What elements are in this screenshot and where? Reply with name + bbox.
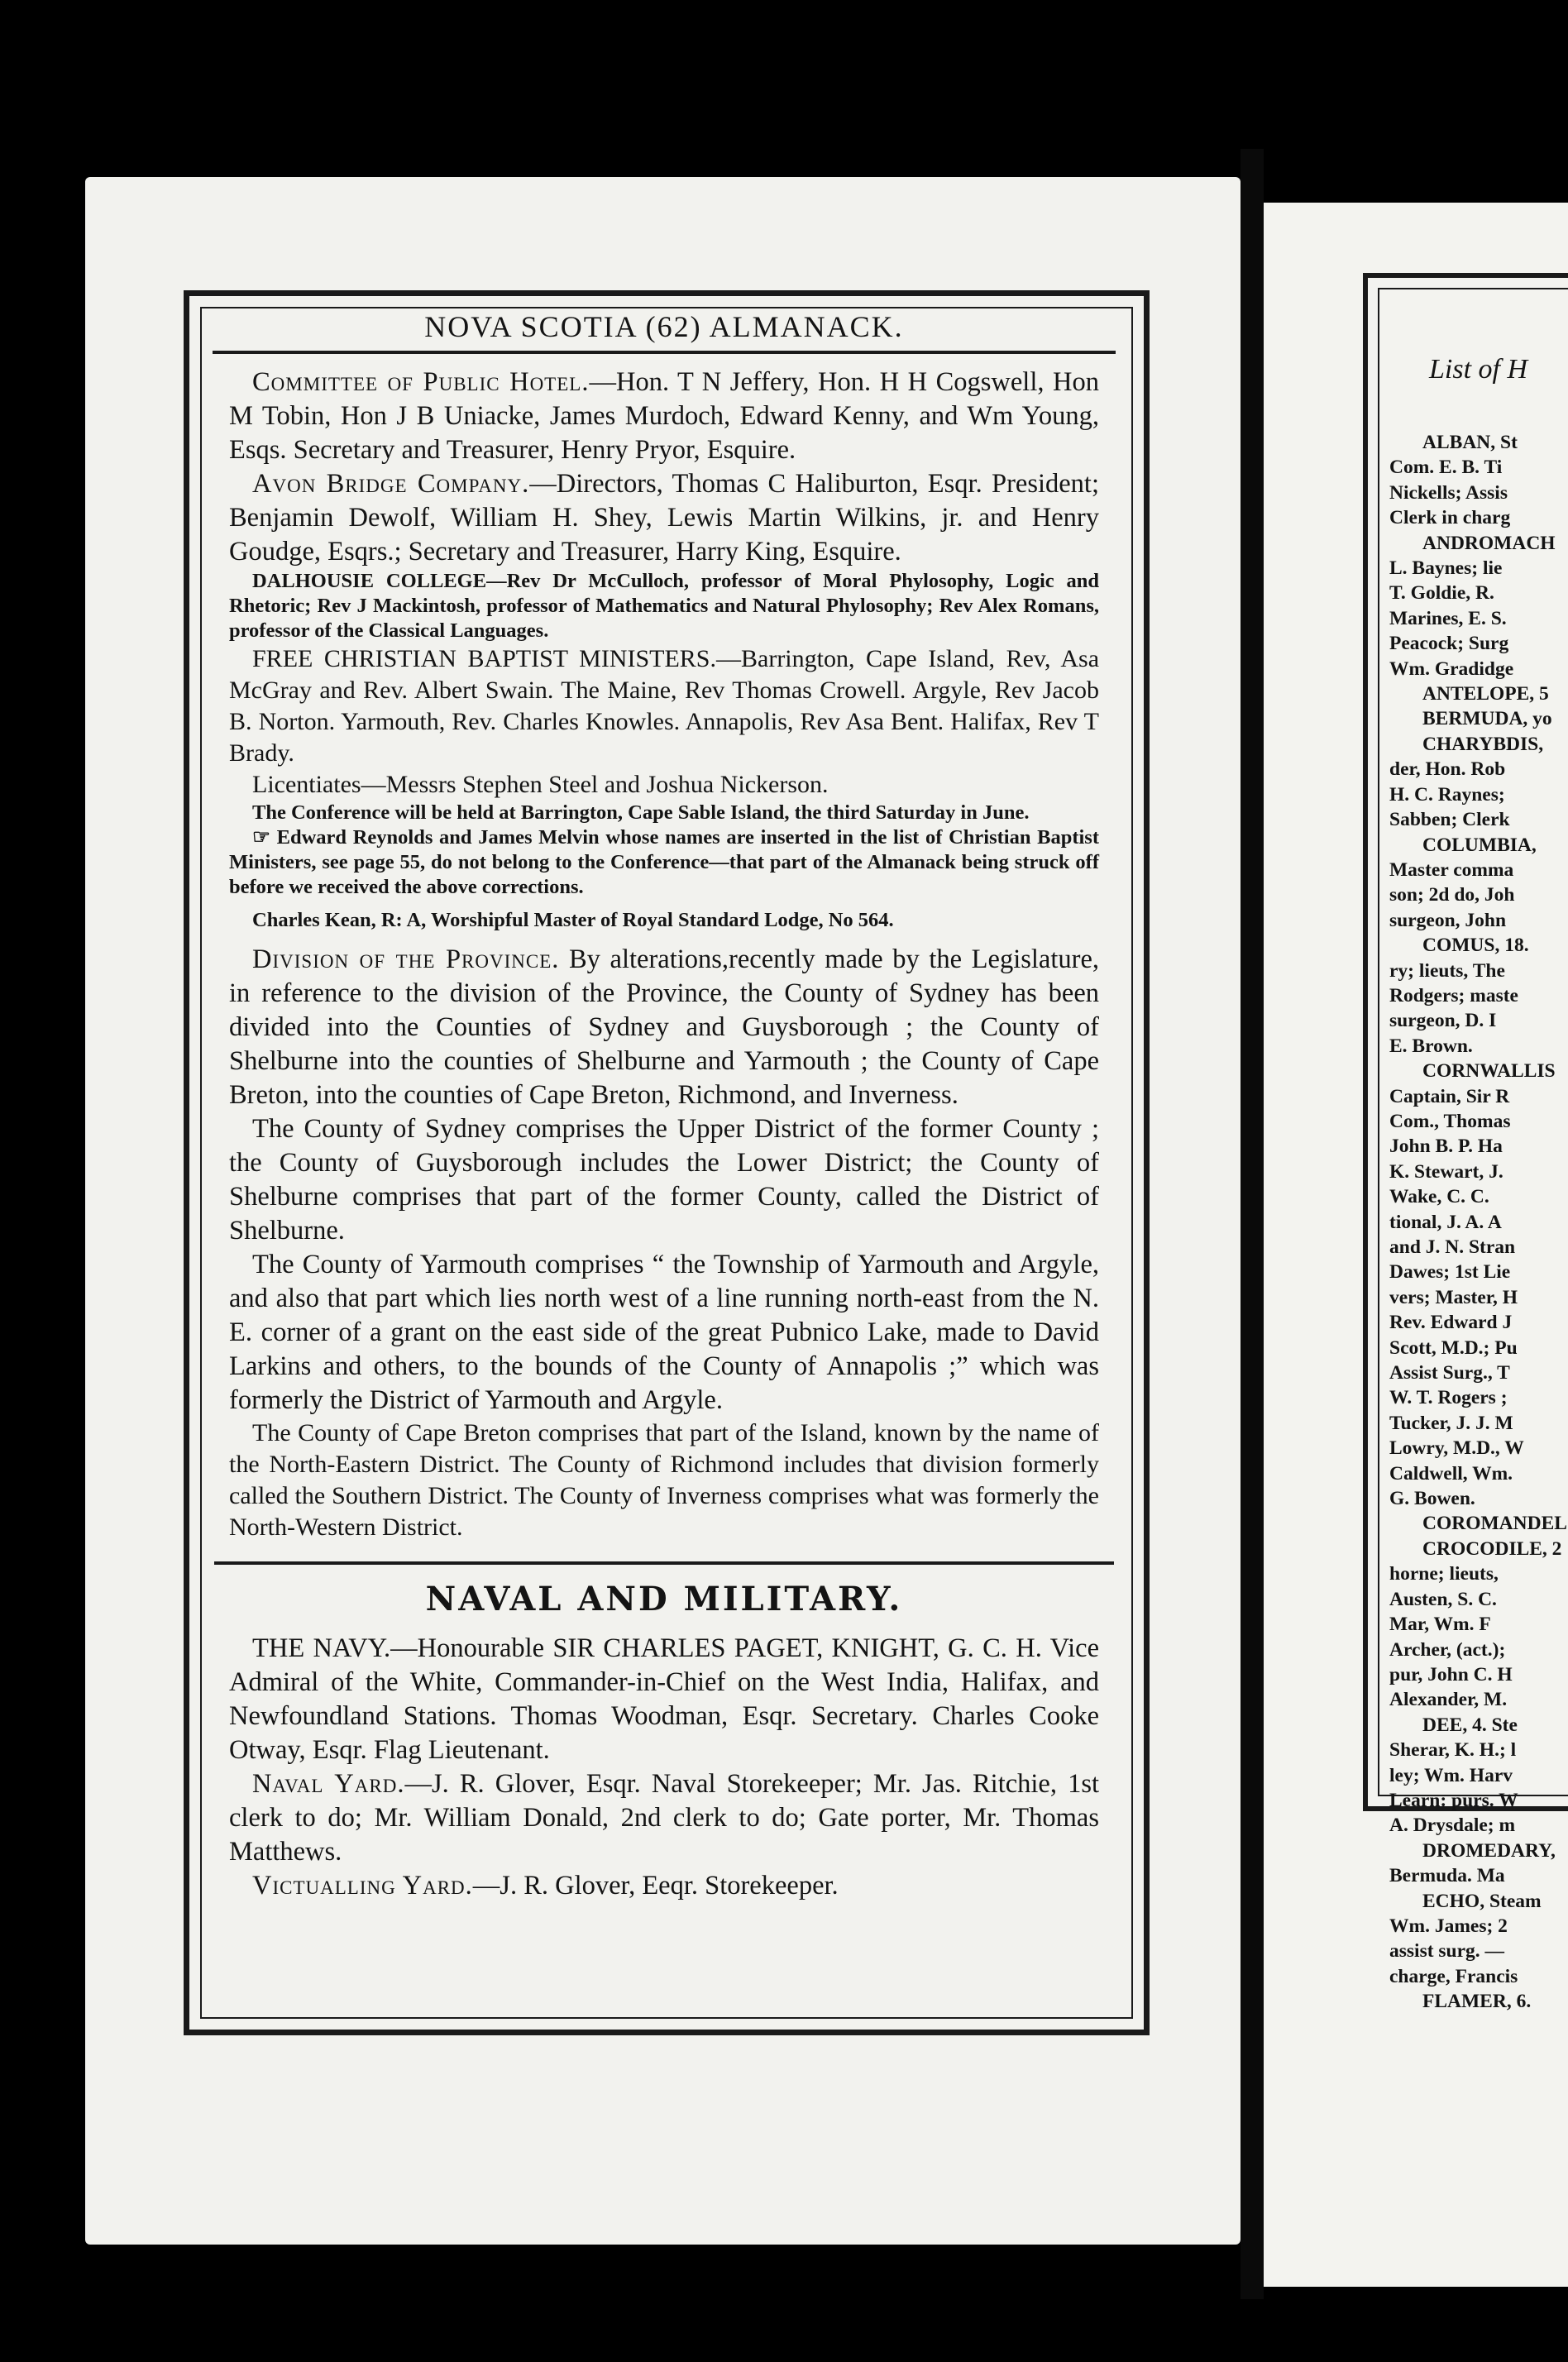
right-page-line: charge, Francis	[1389, 1965, 1518, 1987]
paragraph-text: The County of Sydney comprises the Upper District of the former County ; the County of Guysborough includes the Lower District; the County of Shelburne comprises that part of the former County, called the District of Shelburne.	[229, 1114, 1099, 1246]
paragraph	[229, 825, 1099, 900]
right-page-line: Sabben; Clerk	[1389, 809, 1510, 831]
right-page-line: FLAMER, 6.	[1422, 1991, 1532, 2013]
naval-lead: THE NAVY.	[252, 1633, 391, 1663]
right-page-line: Dawes; 1st Lie	[1389, 1261, 1511, 1284]
right-page-line: tional, J. A. A	[1389, 1211, 1502, 1233]
right-page-line: L. Baynes; lie	[1389, 557, 1503, 580]
right-page-line: son; 2d do, Joh	[1389, 884, 1515, 906]
right-page-line: E. Brown.	[1389, 1035, 1473, 1057]
right-page-line: A. Drysdale; m	[1389, 1815, 1516, 1837]
right-page-line: ANTELOPE, 5	[1422, 683, 1549, 705]
naval-paragraph	[229, 1632, 1099, 1767]
right-page-line: CORNWALLIS	[1422, 1060, 1556, 1083]
paragraph-text: The County of Yarmouth comprises “ the Township of Yarmouth and Argyle, and also that part which lies north west of a line running north-east from the N. E. corner of a grant on the east side of the great Pubnico Lake, made to David Larkins and others, to the bounds of the County of Annapolis ;” which was formerly the District of Yarmouth and Argyle.	[229, 1250, 1099, 1415]
paragraph	[229, 366, 1099, 467]
right-page-line: surgeon, John	[1389, 909, 1507, 931]
right-page-line: ECHO, Steam	[1422, 1890, 1542, 1912]
naval-text: —J. R. Glover, Eeqr. Storekeeper.	[472, 1871, 839, 1901]
paragraph	[229, 1112, 1099, 1248]
paragraph	[229, 769, 1099, 801]
paragraph-lead: FREE CHRISTIAN BAPTIST MINISTERS.	[252, 645, 716, 672]
right-page-line: Clerk in charg	[1389, 507, 1511, 529]
paragraph-list	[229, 366, 1099, 1543]
right-page-line: ley; Wm. Harv	[1389, 1764, 1513, 1786]
paragraph	[229, 908, 1099, 933]
right-page-line: assist surg. —	[1389, 1940, 1505, 1963]
paragraph	[229, 569, 1099, 643]
naval-text: —J. R. Glover, Esqr. Naval Storekeeper; Mr. Jas. Ritchie, 1st clerk to do; Mr. William Donald, 2nd clerk to do; Gate porter, Mr. Thomas Matthews.	[229, 1769, 1099, 1867]
paragraph-text: Licentiates—Messrs Stephen Steel and Joshua Nickerson.	[252, 771, 829, 798]
naval-lead: Victualling Yard.	[252, 1871, 473, 1901]
paragraph-lead: DALHOUSIE COLLEGE	[252, 570, 487, 592]
paragraph-text: Edward Reynolds and James Melvin whose names are inserted in the list of Christian Baptist Ministers, see page 55, do not belong to the Conference—that part of the Almanack being struck off before we received the above corrections.	[229, 826, 1099, 898]
right-page-line: horne; lieuts,	[1389, 1563, 1499, 1585]
paragraph	[229, 643, 1099, 769]
right-page-line: and J. N. Stran	[1389, 1236, 1516, 1258]
right-page-line: Rodgers; maste	[1389, 984, 1518, 1006]
right-page-line: Assist Surg., T	[1389, 1362, 1510, 1384]
left-page-frame	[184, 290, 1150, 2035]
book-spine	[1241, 149, 1264, 2299]
right-page-line: DROMEDARY,	[1422, 1839, 1556, 1862]
paragraph-text: —Hon. T N Jeffery, Hon. H H Cogswell, Hon M Tobin, Hon J B Uniacke, James Murdoch, Edward Kenny, and Wm Young, Esqs. Secretary and Treasurer, Henry Pryor, Esquire.	[229, 367, 1099, 465]
paragraph-text: —Directors, Thomas C Haliburton, Esqr. President; Benjamin Dewolf, William H. Shey, Lewis Martin Wilkins, jr. and Henry Goudge, Esqrs.; Secretary and Treasurer, Harry King, Esquire.	[229, 469, 1099, 567]
right-page-line: Learn: purs. W	[1389, 1789, 1518, 1811]
naval-lead: Naval Yard.	[252, 1769, 405, 1799]
right-page-line: ry; lieuts, The	[1389, 959, 1505, 982]
right-page-line: Austen, S. C.	[1389, 1588, 1497, 1610]
right-page-line: ANDROMACH	[1422, 532, 1556, 554]
paragraph-text: —Barrington, Cape Island, Rev, Asa McGray and Rev. Albert Swain. The Maine, Rev Thomas Crowell. Argyle, Rev Jacob B. Norton. Yarmouth, Rev. Charles Knowles. Annapolis, Rev Asa Bent. Halifax, Rev T Brady.	[229, 645, 1100, 767]
paragraph-lead: ☞	[252, 826, 270, 849]
right-page-line: COROMANDEL	[1422, 1513, 1567, 1535]
right-page-line: Nickells; Assis	[1389, 481, 1508, 504]
paragraph-text: By alterations,recently made by the Legislature, in reference to the division of the Province, the County of Sydney has been divided into the Counties of Sydney and Guysborough ; the County of Shelburne into the counties of Shelburne and Yarmouth ; the County of Cape Breton, into the counties of Cape Breton, Richmond, and Inverness.	[229, 944, 1099, 1110]
right-page-line: pur, John C. H	[1389, 1663, 1513, 1685]
paragraph-text: The County of Cape Breton comprises that part of the Island, known by the name of the North-Eastern District. The County of Richmond includes that division formerly called the Southern District. The County of Inverness comprises what was formerly the North-Western District.	[229, 1419, 1099, 1541]
right-page-line: Sherar, K. H.; l	[1389, 1739, 1517, 1762]
right-page-line: CROCODILE, 2	[1422, 1537, 1562, 1560]
paragraph-lead: Division of the Province.	[252, 944, 560, 974]
paragraph-text: The Conference will be held at Barrington, Cape Sable Island, the third Saturday in June.	[252, 801, 1030, 824]
section-rule	[214, 1561, 1114, 1565]
naval-paragraph	[229, 1767, 1099, 1869]
paragraph-lead: Committee of Public Hotel.	[252, 367, 590, 397]
right-page-line: John B. P. Ha	[1389, 1136, 1503, 1158]
right-page-line: Captain, Sir R	[1389, 1085, 1510, 1107]
right-page-line: COLUMBIA,	[1422, 834, 1537, 856]
right-page-line: Caldwell, Wm.	[1389, 1462, 1513, 1485]
right-page-line: Mar, Wm. F	[1389, 1614, 1491, 1636]
right-page-line: surgeon, D. I	[1389, 1010, 1497, 1032]
right-page-line: Lowry, M.D., W	[1389, 1437, 1524, 1460]
paragraph	[229, 943, 1099, 1112]
left-page-content	[229, 306, 1099, 1903]
right-page-lines	[1389, 430, 1568, 2015]
right-page-line: COMUS, 18.	[1422, 935, 1529, 957]
right-page-line: H. C. Raynes;	[1389, 783, 1505, 806]
right-page-line: Com., Thomas	[1389, 1110, 1511, 1132]
right-page-line: Wm. James; 2	[1389, 1915, 1508, 1937]
right-page-line: CHARYBDIS,	[1422, 733, 1544, 755]
right-page-line: Wake, C. C.	[1389, 1186, 1489, 1208]
right-page-line: BERMUDA, yo	[1422, 708, 1552, 730]
right-page-line: vers; Master, H	[1389, 1286, 1518, 1308]
right-page-line: ALBAN, St	[1422, 432, 1518, 453]
right-page-line: Tucker, J. J. M	[1389, 1412, 1513, 1434]
right-page-line: Rev. Edward J	[1389, 1312, 1513, 1334]
naval-paragraph	[229, 1869, 1099, 1903]
right-page-line: W. T. Rogers ;	[1389, 1387, 1508, 1409]
paragraph	[229, 1418, 1099, 1543]
right-page-line: DEE, 4. Ste	[1422, 1714, 1518, 1736]
right-page-title: List of H	[1429, 354, 1528, 385]
right-page-line: Bermuda. Ma	[1389, 1865, 1505, 1887]
paragraph	[229, 1248, 1099, 1418]
right-page-line: Scott, M.D.; Pu	[1389, 1336, 1518, 1359]
right-page-line: Peacock; Surg	[1389, 633, 1509, 655]
right-page-line: der, Hon. Rob	[1389, 758, 1506, 781]
right-page-line: Archer, (act.);	[1389, 1638, 1506, 1661]
paragraph	[229, 467, 1099, 569]
page-header: NOVA SCOTIA (62) ALMANACK.	[424, 310, 904, 343]
right-page-line: Alexander, M.	[1389, 1689, 1508, 1711]
paragraph-text: Charles Kean, R: A, Worshipful Master of Royal Standard Lodge, No 564.	[252, 909, 894, 931]
paragraph-text: —Rev Dr McCulloch, professor of Moral Phylosophy, Logic and Rhetoric; Rev J Mackintosh, professor of Mathematics and Natural Phylosophy; Rev Alex Romans, professor of the Classical Languages.	[229, 570, 1099, 642]
section-title: NAVAL AND MILITARY.	[425, 1580, 903, 1618]
right-page-line: Master comma	[1389, 858, 1514, 881]
naval-text: —Honourable SIR CHARLES PAGET, KNIGHT, G. C. H. Vice Admiral of the White, Commander-in-Chief on the West India, Halifax, and Newfoundland Stations. Thomas Woodman, Esqr. Secretary. Charles Cooke Otway, Esqr. Flag Lieutenant.	[229, 1633, 1099, 1765]
right-page-line: Wm. Gradidge	[1389, 657, 1514, 680]
right-page-line: T. Goldie, R.	[1389, 582, 1494, 605]
naval-list	[229, 1632, 1099, 1903]
right-page-line: G. Bowen.	[1389, 1488, 1475, 1510]
paragraph-lead: Avon Bridge Company.	[252, 469, 530, 499]
paragraph	[229, 801, 1099, 825]
header-rule	[213, 351, 1116, 354]
right-page-line: Com. E. B. Ti	[1389, 457, 1503, 479]
right-page-line: K. Stewart, J.	[1389, 1160, 1503, 1183]
right-page-line: Marines, E. S.	[1389, 607, 1507, 629]
